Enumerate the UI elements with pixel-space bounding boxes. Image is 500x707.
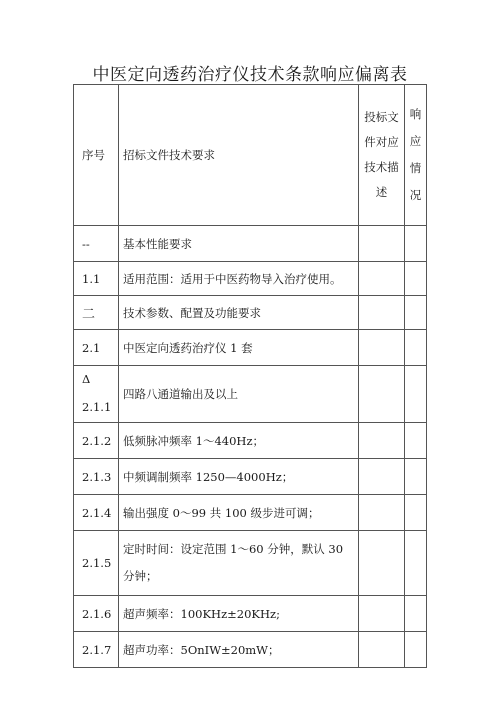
row-requirement: 中频调制频率 1250—4000Hz； bbox=[119, 459, 359, 495]
deviation-table bbox=[73, 84, 427, 668]
row-requirement: 定时时间：设定范围 1～60 分钟，默认 30 分钟； bbox=[119, 531, 359, 596]
table-row bbox=[74, 330, 427, 366]
row-no: -- bbox=[74, 226, 119, 262]
row-description bbox=[359, 366, 405, 423]
row-description bbox=[359, 632, 405, 668]
header-response-cell bbox=[405, 85, 427, 226]
header-description-cell bbox=[359, 85, 405, 226]
table-row bbox=[74, 596, 427, 632]
row-no: 2.1 bbox=[74, 330, 119, 366]
row-description bbox=[359, 423, 405, 459]
row-description bbox=[359, 226, 405, 262]
header-no: 序号 bbox=[74, 85, 119, 226]
row-no: 2.1.5 bbox=[74, 531, 119, 596]
row-requirement: 低频脉冲频率 1～440Hz； bbox=[119, 423, 359, 459]
header-response: 响应情况 bbox=[409, 107, 422, 202]
row-response bbox=[405, 531, 427, 596]
row-response bbox=[405, 366, 427, 423]
document-title: 中医定向透药治疗仪技术条款响应偏离表 bbox=[92, 65, 408, 85]
row-no: 二 bbox=[74, 296, 119, 330]
row-description bbox=[359, 459, 405, 495]
row-requirement: 输出强度 0～99 共 100 级步进可调； bbox=[119, 495, 359, 531]
table-row bbox=[74, 296, 427, 330]
row-response bbox=[405, 262, 427, 296]
row-response bbox=[405, 226, 427, 262]
table-row bbox=[74, 226, 427, 262]
row-no: 2.1.7 bbox=[74, 632, 119, 668]
row-no: 2.1.2 bbox=[74, 423, 119, 459]
row-no: 2.1.6 bbox=[74, 596, 119, 632]
row-no: 1.1 bbox=[74, 262, 119, 296]
key-item-mark: Δ bbox=[82, 372, 91, 386]
row-no-cell bbox=[74, 366, 119, 423]
row-description bbox=[359, 596, 405, 632]
row-requirement: 技术参数、配置及功能要求 bbox=[119, 296, 359, 330]
row-response bbox=[405, 495, 427, 531]
table-row bbox=[74, 531, 427, 596]
row-requirement: 超声频率：100KHz±20KHz; bbox=[119, 596, 359, 632]
row-requirement: 中医定向透药治疗仪 1 套 bbox=[119, 330, 359, 366]
row-requirement: 基本性能要求 bbox=[119, 226, 359, 262]
row-description bbox=[359, 330, 405, 366]
row-description bbox=[359, 296, 405, 330]
table-row bbox=[74, 262, 427, 296]
table-row bbox=[74, 366, 427, 423]
header-description: 投标文件对应技术描述 bbox=[364, 110, 399, 199]
row-response bbox=[405, 296, 427, 330]
table-row bbox=[74, 459, 427, 495]
table-row bbox=[74, 423, 427, 459]
row-response bbox=[405, 330, 427, 366]
row-requirement: 超声功率：5OnIW±20mW； bbox=[119, 632, 359, 668]
header-requirement: 招标文件技术要求 bbox=[119, 85, 359, 226]
row-no: 2.1.4 bbox=[74, 495, 119, 531]
row-response bbox=[405, 632, 427, 668]
row-description bbox=[359, 262, 405, 296]
table-row bbox=[74, 632, 427, 668]
table-row bbox=[74, 495, 427, 531]
row-requirement: 适用范围：适用于中医药物导入治疗使用。 bbox=[119, 262, 359, 296]
row-response bbox=[405, 596, 427, 632]
table-header-row bbox=[74, 85, 427, 226]
row-description bbox=[359, 531, 405, 596]
row-response bbox=[405, 459, 427, 495]
row-no: 2.1.3 bbox=[74, 459, 119, 495]
row-response bbox=[405, 423, 427, 459]
row-requirement: 四路八通道输出及以上 bbox=[119, 366, 359, 423]
row-no: 2.1.1 bbox=[82, 400, 112, 414]
row-description bbox=[359, 495, 405, 531]
